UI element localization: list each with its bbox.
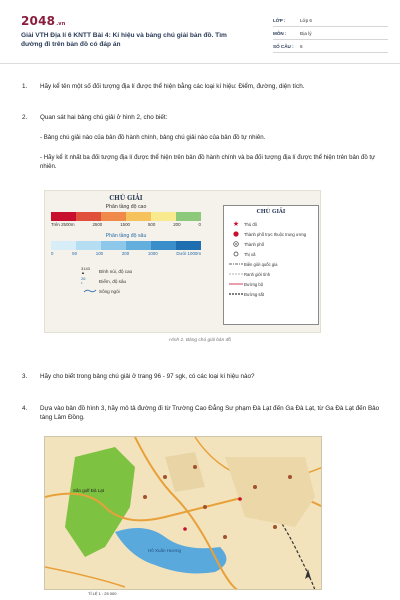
depth-point-icon: 26 •: [81, 276, 86, 285]
depth-label: Phân tầng độ sâu: [105, 233, 147, 239]
legend-item: Đường bộ: [228, 279, 314, 289]
legend-item: ★ Thủ đô: [228, 219, 314, 229]
natural-map-legend: [51, 195, 201, 296]
question-number: 4.: [22, 405, 28, 412]
page-header: [18, 12, 390, 64]
question-text: Dựa vào bản đồ hình 3, hãy mô tả đường đi từ Trường Cao Đẳng Sư phạm Đà Lạt đến Ga Đà Lạt, từ Ga Đà Lạt đến Bảo tàng Lâm Đồng.: [40, 405, 380, 421]
legend-item: Thành phố trực thuộc trung ương: [228, 229, 314, 239]
legend-item: 3143 ▲ Đỉnh núi, độ cao: [81, 266, 133, 275]
legend-item: 26 • Điểm, độ sâu: [81, 276, 127, 285]
depth-scale: [51, 241, 201, 250]
elevation-ticks: Trên 2500m 2500 1500 500 200 0: [51, 222, 201, 227]
legend-item: Thị xã: [228, 249, 314, 259]
question-text: Quan sát hai bảng chú giải ở hình 2, cho biết:: [40, 114, 168, 121]
elevation-scale: [51, 212, 201, 221]
border-line-icon: [228, 262, 244, 266]
river-icon: [81, 288, 99, 294]
meta-value: Địa lý: [300, 30, 312, 36]
question-number: 3.: [22, 373, 28, 380]
red-dot-icon: [228, 231, 244, 237]
circle-icon: [228, 251, 244, 257]
figure-legend-tables: [44, 190, 321, 333]
question-2-sub-1: - Bảng chú giải nào của bản đồ hành chính, bảng chú giải nào của bản đồ tự nhiên.: [40, 134, 266, 141]
legend-item: Đường sắt: [228, 289, 314, 299]
map-illustration: [45, 437, 322, 590]
province-line-icon: [228, 272, 244, 276]
meta-row: [273, 14, 388, 27]
admin-map-legend: [223, 205, 319, 325]
meta-row: [273, 40, 388, 53]
legend-item: Sông ngòi: [81, 286, 201, 296]
meta-value: 6: [300, 43, 303, 49]
map-scale: TỈ LỆ 1 : 25 000: [88, 591, 117, 596]
meta-value: Lớp 6: [300, 17, 312, 23]
site-logo[interactable]: 2048.vn: [21, 14, 66, 28]
elevation-label: Phân tầng độ cao: [105, 204, 147, 210]
meta-key: LỚP :: [273, 17, 286, 23]
question-text: Hãy cho biết trong bảng chú giải ở trang 96 - 97 sgk, có các loại kí hiệu nào?: [40, 373, 255, 380]
depth-ticks: 0 50 100 200 1000 Dưới 1000m: [51, 251, 201, 256]
legend-title: CHÚ GIẢI: [109, 195, 143, 202]
star-icon: ★: [232, 221, 240, 228]
header-divider: [0, 63, 400, 64]
meta-key: MÔN :: [273, 30, 287, 36]
legend-item: Ranh giới tỉnh: [228, 269, 314, 279]
meta-key: SỐ CÂU :: [273, 43, 294, 49]
ring-dot-icon: [228, 241, 244, 247]
question-text: Hãy kể tên một số đối tượng địa lí được thể hiện bằng các loại kí hiệu: Điểm, đường, diện tích.: [40, 83, 305, 90]
question-number: 2.: [22, 114, 28, 121]
legend-item: Biên giới quốc gia: [228, 259, 314, 269]
page-title: Giải VTH Địa lí 6 KNTT Bài 4: Kí hiệu và bảng chú giải bản đồ. Tìm đường đi trên bản đồ có đáp án: [21, 32, 227, 48]
question-number: 1.: [22, 83, 28, 90]
meta-row: [273, 27, 388, 40]
figure-caption: Hình 2. Bảng chú giải bản đồ: [169, 338, 231, 343]
map-label-golf: Sân golf Đà Lạt: [73, 488, 105, 493]
legend-title: CHÚ GIẢI: [256, 209, 286, 215]
dalat-map: [44, 436, 322, 590]
legend-item: Thành phố: [228, 239, 314, 249]
meta-table: [273, 14, 388, 53]
road-line-icon: [228, 282, 244, 286]
railway-line-icon: [228, 292, 244, 296]
map-label-lake: Hồ Xuân Hương: [148, 548, 181, 553]
question-2-sub-2: - Hãy kể ít nhất ba đối tượng địa lí được thể hiện trên bản đồ hành chính và ba đối tượng địa lí được thể hiện trên bản đồ tự nhiên.: [40, 154, 376, 170]
peak-icon: 3143 ▲: [81, 266, 90, 275]
